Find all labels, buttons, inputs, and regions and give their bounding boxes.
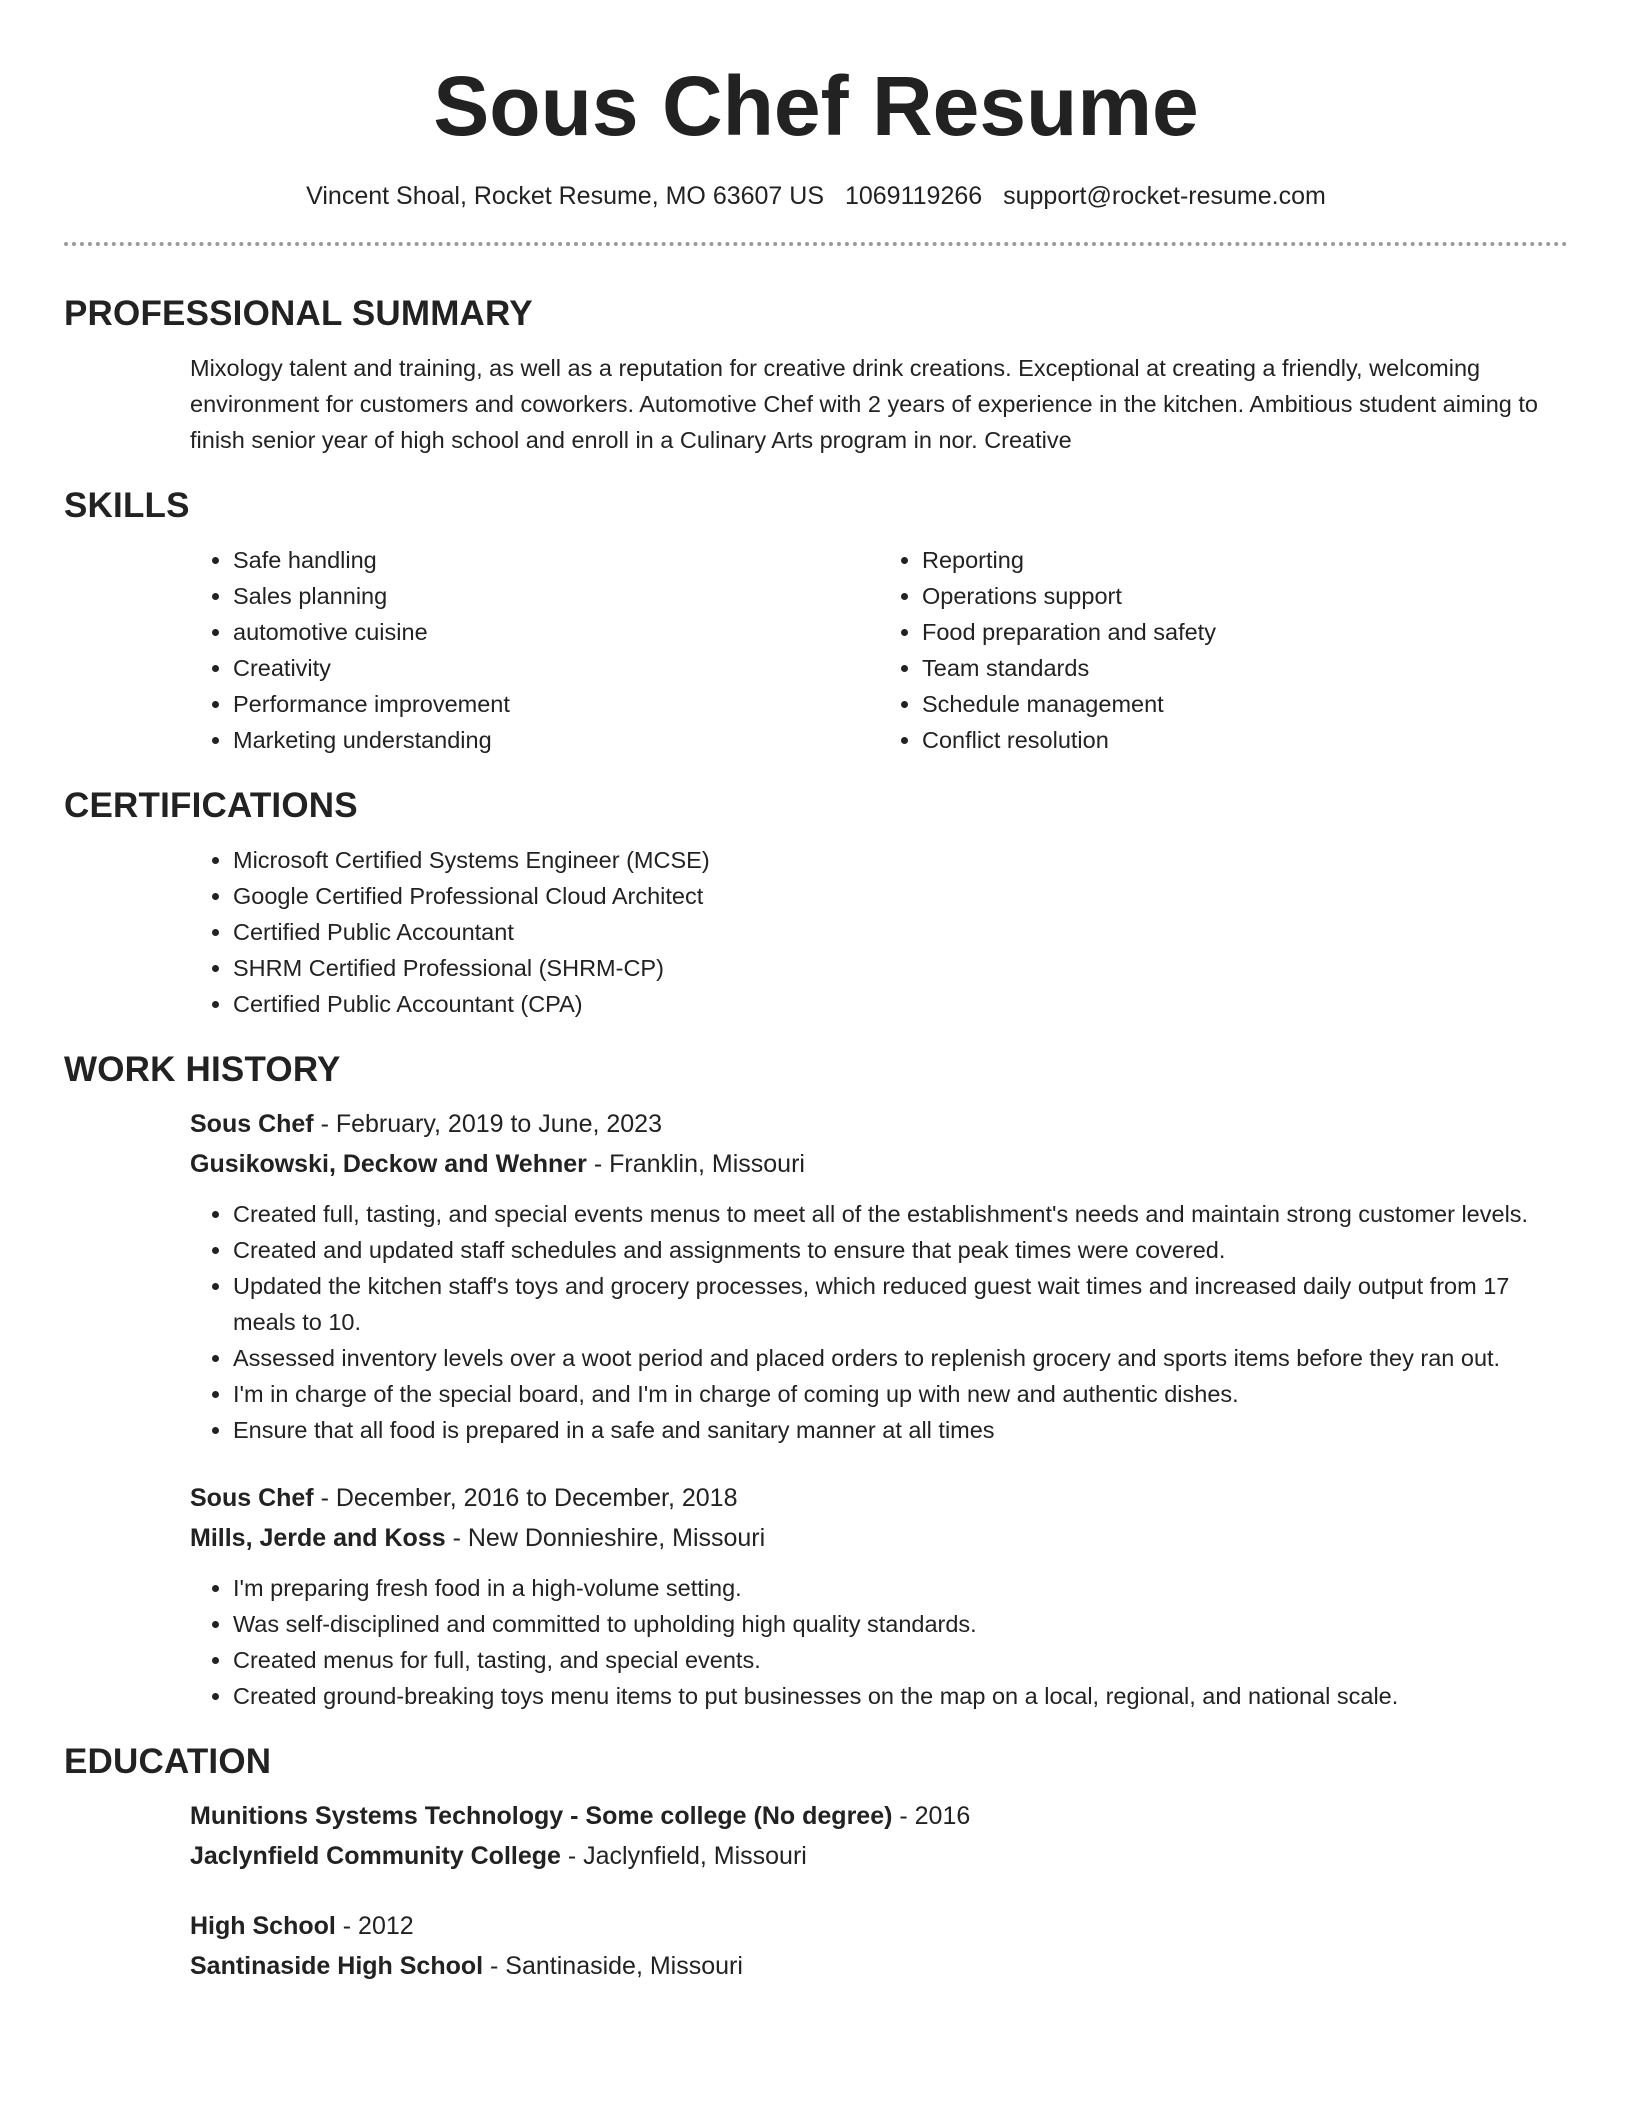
summary-text: Mixology talent and training, as well as a reputation for creative drink creations. Exceptional at creating a friendly, welcoming environment for customers and coworkers. Automotive Chef with 2 years of experience in the kitchen. Ambitious student aiming to finish senior year of high school and enroll in a Culinary Arts program in nor. Creative — [190, 355, 1539, 453]
certifications-list — [190, 842, 1568, 1022]
list-item: • Performance improvement — [233, 686, 879, 722]
degree-line — [190, 1796, 1568, 1836]
list-item: • SHRM Certified Professional (SHRM-CP) — [233, 950, 1568, 986]
list-item: • Team standards — [922, 650, 1568, 686]
list-item: • Assessed inventory levels over a woot period and placed orders to replenish grocery and sports items before they ran out. — [233, 1340, 1568, 1376]
certifications-section — [64, 784, 1568, 1022]
list-item: • Updated the kitchen staff's toys and grocery processes, which reduced guest wait times and increased daily output from 17 meals to 10. — [233, 1268, 1568, 1340]
list-item: • Sales planning — [233, 578, 879, 614]
list-item: • Marketing understanding — [233, 722, 879, 758]
job-location: - New Donnieshire, Missouri — [445, 1524, 766, 1552]
resume-page — [64, 0, 1568, 1986]
list-item: • Created full, tasting, and special events menus to meet all of the establishment's needs and maintain strong customer levels. — [233, 1196, 1568, 1232]
school: Jaclynfield Community College — [190, 1842, 561, 1870]
certifications-heading: CERTIFICATIONS — [64, 786, 358, 825]
skills-list-left — [190, 542, 879, 758]
contact-phone: 1069119266 — [844, 182, 983, 210]
list-item: • Microsoft Certified Systems Engineer (MCSE) — [233, 842, 1568, 878]
job-entry — [190, 1478, 1568, 1714]
school-location: - Jaclynfield, Missouri — [560, 1842, 807, 1870]
degree: High School — [190, 1912, 336, 1940]
list-item: • Ensure that all food is prepared in a safe and sanitary manner at all times — [233, 1412, 1568, 1448]
education-entry — [190, 1796, 1568, 1876]
list-item: • automotive cuisine — [233, 614, 879, 650]
contact-line — [64, 180, 1568, 212]
list-item: • Operations support — [922, 578, 1568, 614]
skills-heading: SKILLS — [64, 486, 190, 525]
list-item: • Safe handling — [233, 542, 879, 578]
header-divider — [64, 242, 1568, 246]
resume-title: Sous Chef Resume — [433, 59, 1199, 153]
degree-line — [190, 1906, 1568, 1946]
job-title-line — [190, 1478, 1568, 1518]
list-item: • I'm in charge of the special board, and I'm in charge of coming up with new and authentic dishes. — [233, 1376, 1568, 1412]
list-item: • Was self-disciplined and committed to upholding high quality standards. — [233, 1606, 1568, 1642]
school-line — [190, 1836, 1568, 1876]
contact-address: Vincent Shoal, Rocket Resume, MO 63607 US — [306, 182, 825, 210]
list-item: • Creativity — [233, 650, 879, 686]
job-entry — [190, 1104, 1568, 1448]
skills-columns — [190, 542, 1568, 758]
education-year: - 2016 — [892, 1802, 971, 1830]
job-bullets — [190, 1196, 1568, 1448]
education-heading: EDUCATION — [64, 1742, 272, 1781]
job-title: Sous Chef — [190, 1484, 314, 1512]
list-item: • Certified Public Accountant — [233, 914, 1568, 950]
school: Santinaside High School — [190, 1952, 484, 1980]
job-company: Mills, Jerde and Koss — [190, 1524, 446, 1552]
school-location: - Santinaside, Missouri — [483, 1952, 743, 1980]
list-item: • Reporting — [922, 542, 1568, 578]
contact-email: support@rocket-resume.com — [1003, 182, 1326, 210]
summary-heading: PROFESSIONAL SUMMARY — [64, 294, 533, 333]
list-item: • Created ground-breaking toys menu items to put businesses on the map on a local, regional, and national scale. — [233, 1678, 1568, 1714]
job-title-line — [190, 1104, 1568, 1144]
job-company-line — [190, 1518, 1568, 1558]
education-entry — [190, 1906, 1568, 1986]
school-line — [190, 1946, 1568, 1986]
education-year: - 2012 — [335, 1912, 414, 1940]
job-title: Sous Chef — [190, 1110, 314, 1138]
skills-section — [64, 484, 1568, 758]
list-item: • Conflict resolution — [922, 722, 1568, 758]
list-item: • Schedule management — [922, 686, 1568, 722]
work-history-heading: WORK HISTORY — [64, 1050, 341, 1089]
job-company-line — [190, 1144, 1568, 1184]
job-dates: - December, 2016 to December, 2018 — [313, 1484, 738, 1512]
list-item: • I'm preparing fresh food in a high-volume setting. — [233, 1570, 1568, 1606]
job-location: - Franklin, Missouri — [586, 1150, 805, 1178]
job-dates: - February, 2019 to June, 2023 — [313, 1110, 662, 1138]
job-bullets — [190, 1570, 1568, 1714]
education-section — [64, 1740, 1568, 1986]
summary-section — [64, 292, 1568, 458]
list-item: • Google Certified Professional Cloud Architect — [233, 878, 1568, 914]
list-item: • Food preparation and safety — [922, 614, 1568, 650]
job-company: Gusikowski, Deckow and Wehner — [190, 1150, 587, 1178]
list-item: • Created menus for full, tasting, and special events. — [233, 1642, 1568, 1678]
work-history-section — [64, 1048, 1568, 1714]
list-item: • Certified Public Accountant (CPA) — [233, 986, 1568, 1022]
list-item: • Created and updated staff schedules and assignments to ensure that peak times were covered. — [233, 1232, 1568, 1268]
degree: Munitions Systems Technology - Some college (No degree) — [190, 1802, 893, 1830]
skills-list-right — [879, 542, 1568, 758]
